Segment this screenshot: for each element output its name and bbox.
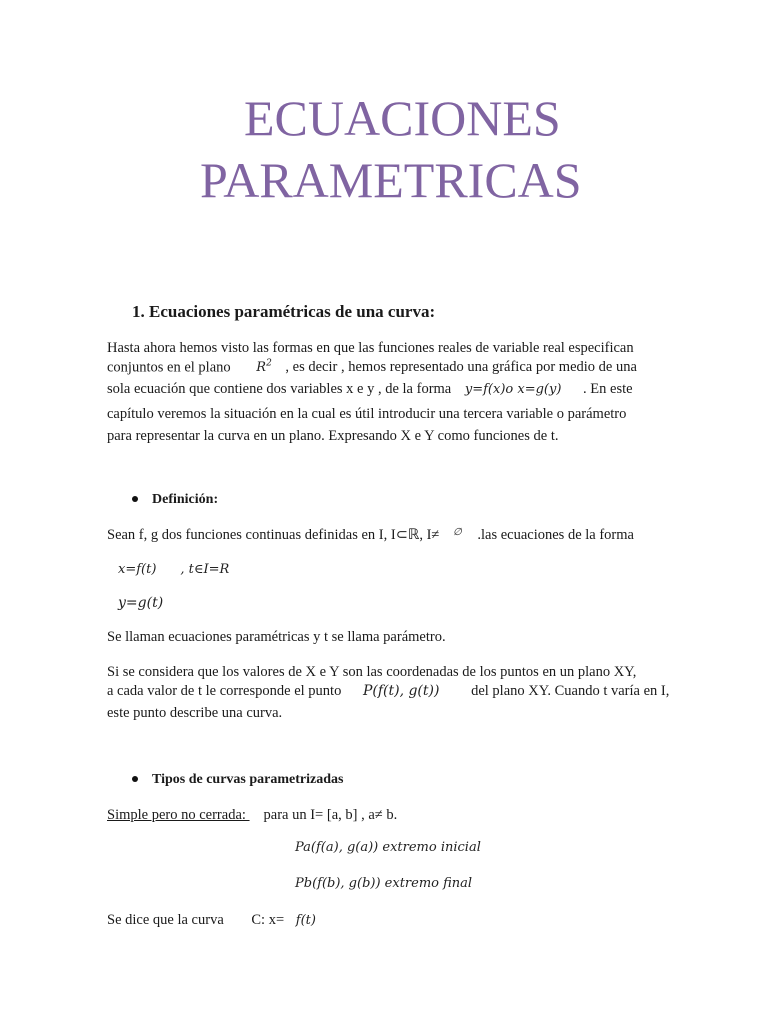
r2-symbol: $R^2$ (256, 359, 272, 376)
punto-pa: Pa(f(a), g(a)) extremo inicial (295, 840, 481, 855)
bullet-definicion: Definición: (132, 492, 218, 508)
definicion-p2: a cada valor de t le corresponde el punto P(f(t), g(t)) del plano XY. Cuando t varía en I, (107, 683, 670, 699)
bullet-dot-icon (132, 496, 138, 502)
equation-x: x=f(t) , t∈I=R (118, 562, 230, 577)
definicion-llaman: Se llaman ecuaciones paramétricas y t se llama parámetro. (107, 629, 446, 645)
tipos-simple: Simple pero no cerrada: para un I= [a, b] , a≠ b. (107, 807, 398, 823)
tipos-sedice: Se dice que la curva C: x= f(t) (107, 912, 316, 928)
empty-set-symbol: ∅ (453, 527, 462, 538)
definicion-p3: este punto describe una curva. (107, 705, 283, 721)
definicion-sean: Sean f, g dos funciones continuas definidas en I, I⊂ℝ, I≠ ∅ .las ecuaciones de la forma (107, 527, 634, 543)
bullet-tipos: Tipos de curvas parametrizadas (132, 772, 343, 788)
intro-line-5: para representar la curva en un plano. Expresando X e Y como funciones de t. (107, 428, 559, 444)
intro-line-4: capítulo veremos la situación en la cual es útil introducir una tercera variable o parámetro (107, 406, 627, 422)
definicion-p1: Si se considera que los valores de X e Y son las coordenadas de los puntos en un plano XY, (107, 664, 637, 680)
bullet-dot-icon (132, 776, 138, 782)
equation-y: y=g(t) (118, 595, 164, 611)
intro-line-2: conjuntos en el plano $R^2$ , es decir , hemos representado una gráfica por medio de una (107, 359, 637, 376)
section-heading: 1. Ecuaciones paramétricas de una curva: (132, 302, 436, 321)
title-line-2: PARAMETRICAS (200, 152, 582, 208)
intro-line-1: Hasta ahora hemos visto las formas en que las funciones reales de variable real especifican (107, 340, 634, 356)
punto-pb: Pb(f(b), g(b)) extremo final (295, 876, 473, 891)
intro-line-3: sola ecuación que contiene dos variables x e y , de la forma y=f(x)o x=g(y) . En este (107, 381, 633, 397)
title-line-1: ECUACIONES (244, 90, 561, 146)
